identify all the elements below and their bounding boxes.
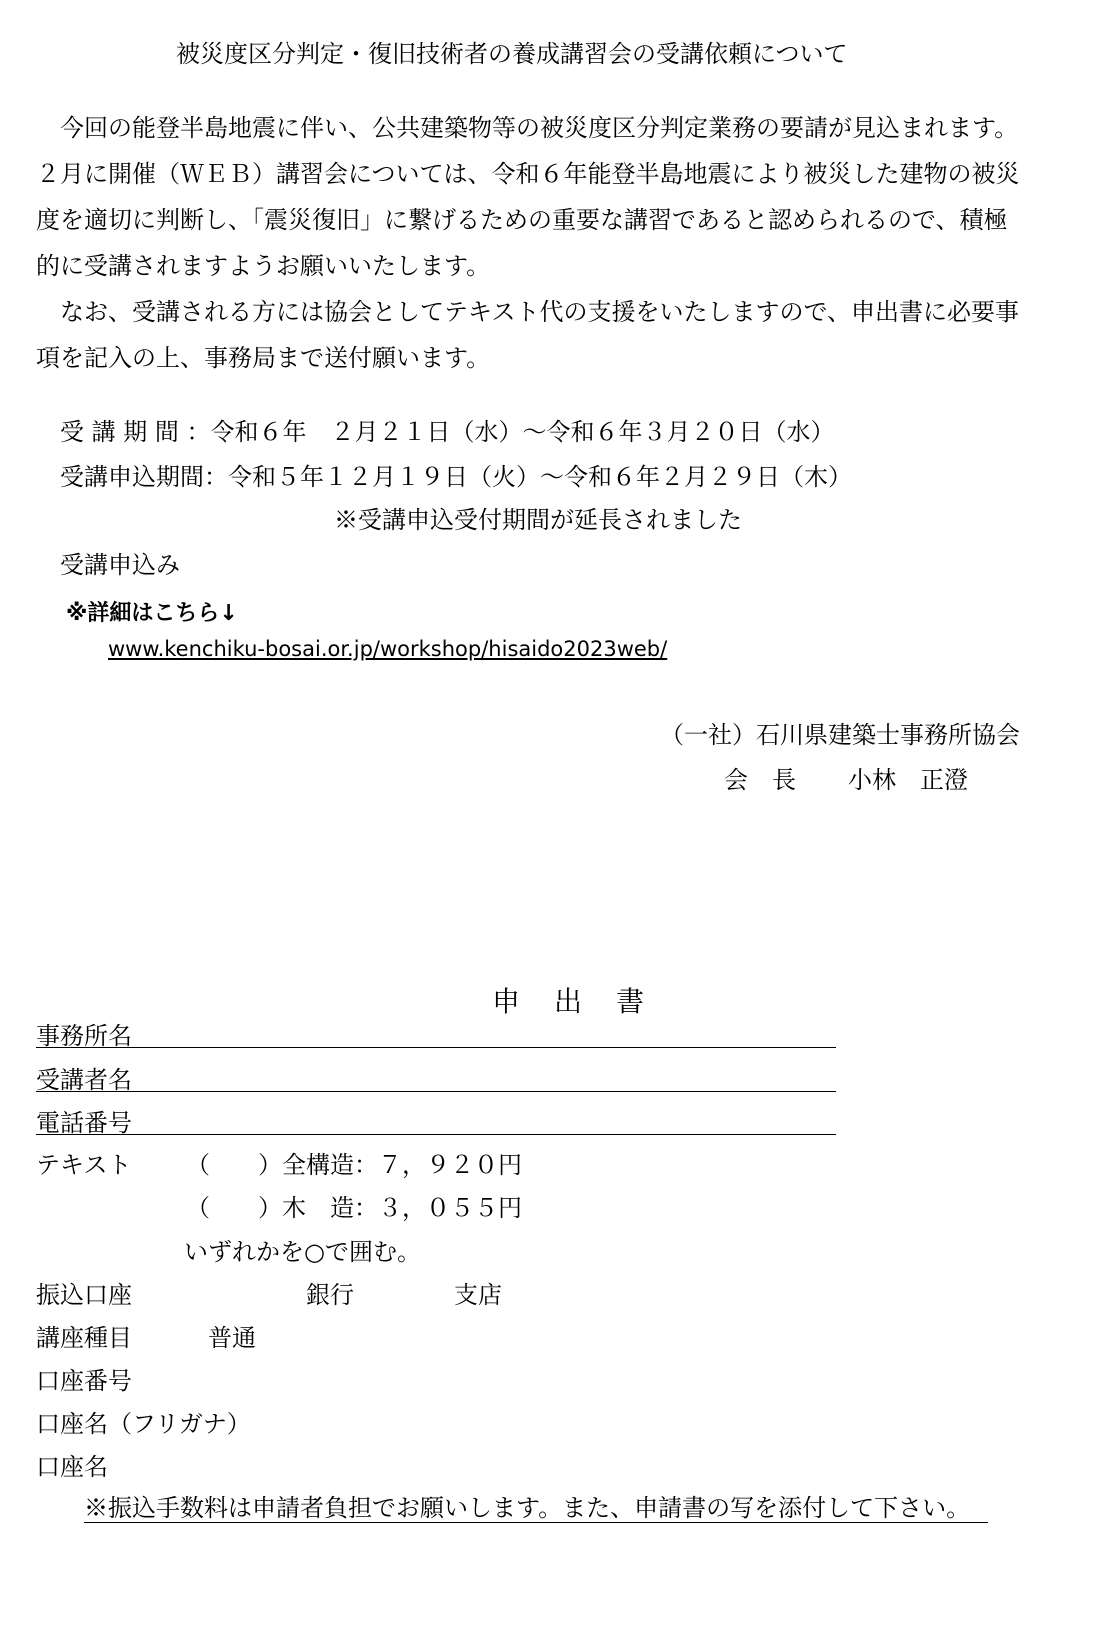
details-label: ※詳細はこちら↓ xyxy=(66,601,238,626)
attendee-name-field[interactable] xyxy=(36,1091,836,1092)
body-line: ２月に開催（ＷＥＢ）講習会については、令和６年能登半島地震により被災した建物の被災 xyxy=(36,160,1020,188)
period-value: 令和６年 ２月２１日（水）～令和６年３月２０日（水） xyxy=(210,418,835,446)
option-full-structure: 全構造：７，９２０円 xyxy=(282,1151,522,1179)
account-number-label: 口座番号 xyxy=(36,1367,132,1395)
fee-note: ※振込手数料は申請者負担でお願いします。また、申請書の写を添付して下さい。 xyxy=(84,1496,988,1523)
option-wood: 木 造：３，０５５円 xyxy=(282,1194,522,1222)
account-type-label: 講座種目 xyxy=(36,1324,132,1352)
office-name-label: 事務所名 xyxy=(36,1022,132,1050)
choose-note: いずれかを○で囲む。 xyxy=(184,1238,421,1266)
body-paragraph xyxy=(36,105,1086,381)
apply-period-row xyxy=(60,465,852,489)
account-name-label: 口座名 xyxy=(36,1453,108,1481)
phone-number-field[interactable] xyxy=(36,1134,836,1135)
period-label: 受 講 期 間 ： xyxy=(60,418,211,446)
apply-heading: 受講申込み xyxy=(60,551,180,579)
body-line: 項を記入の上、事務局まで送付願います。 xyxy=(36,344,491,372)
branch-label: 支店 xyxy=(454,1281,502,1309)
organization-name: （一社）石川県建築士事務所協会 xyxy=(660,721,1020,749)
document-title: 被災度区分判定・復旧技術者の養成講習会の受講依頼について xyxy=(176,40,848,68)
option-full-structure-paren[interactable]: （ ） xyxy=(186,1151,282,1179)
option-wood-paren[interactable]: （ ） xyxy=(186,1194,282,1222)
text-label: テキスト xyxy=(36,1151,132,1179)
attendee-name-label: 受講者名 xyxy=(36,1066,132,1094)
body-line: 今回の能登半島地震に伴い、公共建築物等の被災度区分判定業務の要請が見込まれます。 xyxy=(60,114,1019,142)
body-line: 度を適切に判断し、「震災復旧」に繋げるための重要な講習であると認められるので、積極 xyxy=(36,206,1008,234)
office-name-field[interactable] xyxy=(36,1047,836,1048)
period-row xyxy=(60,420,835,444)
account-kana-label: 口座名（フリガナ） xyxy=(36,1410,251,1438)
president-name: 小林 正澄 xyxy=(848,766,968,794)
phone-number-label: 電話番号 xyxy=(36,1109,132,1137)
apply-period-value: 令和５年１２月１９日（火）～令和６年２月２９日（木） xyxy=(228,463,852,491)
account-type-value: 普通 xyxy=(208,1324,256,1352)
president-role: 会 長 xyxy=(724,766,796,794)
body-line: 的に受講されますようお願いいたします。 xyxy=(36,252,491,280)
form-heading: 申出書 xyxy=(492,985,679,1018)
body-line: なお、受講される方には協会としてテキスト代の支援をいたしますので、申出書に必要事 xyxy=(60,298,1020,326)
workshop-link[interactable]: www.kenchiku-bosai.or.jp/workshop/hisaido2023web/ xyxy=(108,637,668,661)
bank-label: 銀行 xyxy=(306,1281,354,1309)
extension-note: ※受講申込受付期間が延長されました xyxy=(334,506,742,534)
apply-period-label: 受講申込期間： xyxy=(60,463,228,491)
bank-account-label: 振込口座 xyxy=(36,1281,132,1309)
